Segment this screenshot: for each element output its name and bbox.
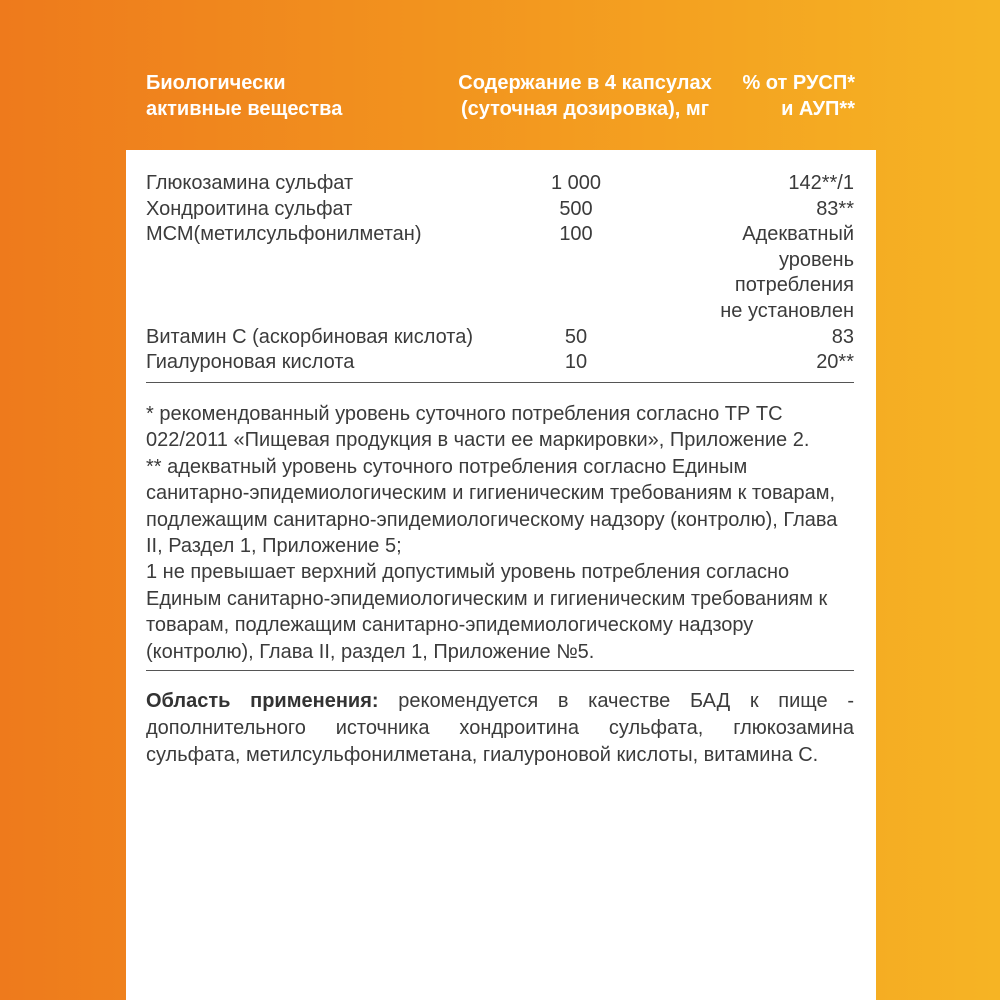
substance-percent xyxy=(626,222,854,324)
header-content-line1: Содержание в 4 капсулах xyxy=(458,72,712,94)
divider xyxy=(146,382,854,383)
footnote: * рекомендованный уровень суточного потребления согласно ТР ТС 022/2011 «Пищевая продукция в части ее маркировки», Приложение 2. xyxy=(146,403,810,452)
footnote: ** адекватный уровень суточного потребления согласно Единым санитарно-эпидемиологическим и гигиеническим требованиям к товарам, подлежащим санитарно-эпидемиологическому надзору (контролю), Глава II, Раздел 1, Приложение 5; xyxy=(146,455,838,558)
table-row xyxy=(146,222,854,324)
header-percent xyxy=(730,70,855,122)
substance-name: Хондроитина сульфат xyxy=(146,197,353,220)
substance-name: Витамин С (аскорбиновая кислота) xyxy=(146,325,474,348)
scope-label: Область применения: xyxy=(146,690,379,712)
header-substances-line2: активные вещества xyxy=(146,98,343,120)
scope-paragraph xyxy=(146,688,854,769)
substance-amount: 10 xyxy=(564,351,588,374)
scope-text: рекомендуется в качестве БАД к пище - дополнительного источника хондроитина сульфата, глюкозамина сульфата, метилсульфонилметана, гиалуроновой кислоты, витамина С. xyxy=(146,690,854,766)
table-row xyxy=(146,171,854,197)
substance-amount: 50 xyxy=(564,325,588,348)
header-substances xyxy=(146,70,426,122)
substance-name: МСМ(метилсульфонилметан) xyxy=(146,223,422,246)
substance-amount: 1 000 xyxy=(550,172,602,194)
percent-line: Адекватный xyxy=(742,223,854,246)
header-content xyxy=(445,70,725,122)
substance-name: Глюкозамина сульфат xyxy=(146,172,354,194)
footnote: 1 не превышает верхний допустимый уровень потребления согласно Единым санитарно-эпидемиологическим и гигиеническим требованиям к товарам, подлежащим санитарно-эпидемиологическому надзору (контролю), Глава II, раздел 1, Приложение №5. xyxy=(146,561,828,663)
header-percent-line2: и АУП** xyxy=(781,98,855,120)
substance-name: Гиалуроновая кислота xyxy=(146,351,355,374)
table-row xyxy=(146,350,854,376)
substance-percent xyxy=(626,197,854,223)
divider xyxy=(146,670,854,671)
substance-percent xyxy=(626,325,854,351)
table-row xyxy=(146,197,854,223)
percent-line: 142**/1 xyxy=(788,172,854,194)
substance-amount: 500 xyxy=(559,197,593,220)
substance-percent xyxy=(626,350,854,376)
percent-line: не установлен xyxy=(720,299,854,322)
percent-line: потребления xyxy=(734,274,854,297)
header-content-line2: (суточная дозировка), мг xyxy=(460,98,710,120)
percent-line: уровень xyxy=(778,248,854,271)
percent-line: 83 xyxy=(831,325,854,348)
percent-line: 20** xyxy=(816,351,854,374)
substance-amount: 100 xyxy=(559,223,593,246)
nutrient-table xyxy=(146,171,854,376)
header-substances-line1: Биологически xyxy=(146,72,286,94)
percent-line: 83** xyxy=(816,197,854,220)
substance-percent xyxy=(626,171,854,197)
table-row xyxy=(146,325,854,351)
header-percent-line1: % от РУСП* xyxy=(742,72,855,94)
footnotes xyxy=(146,401,854,665)
